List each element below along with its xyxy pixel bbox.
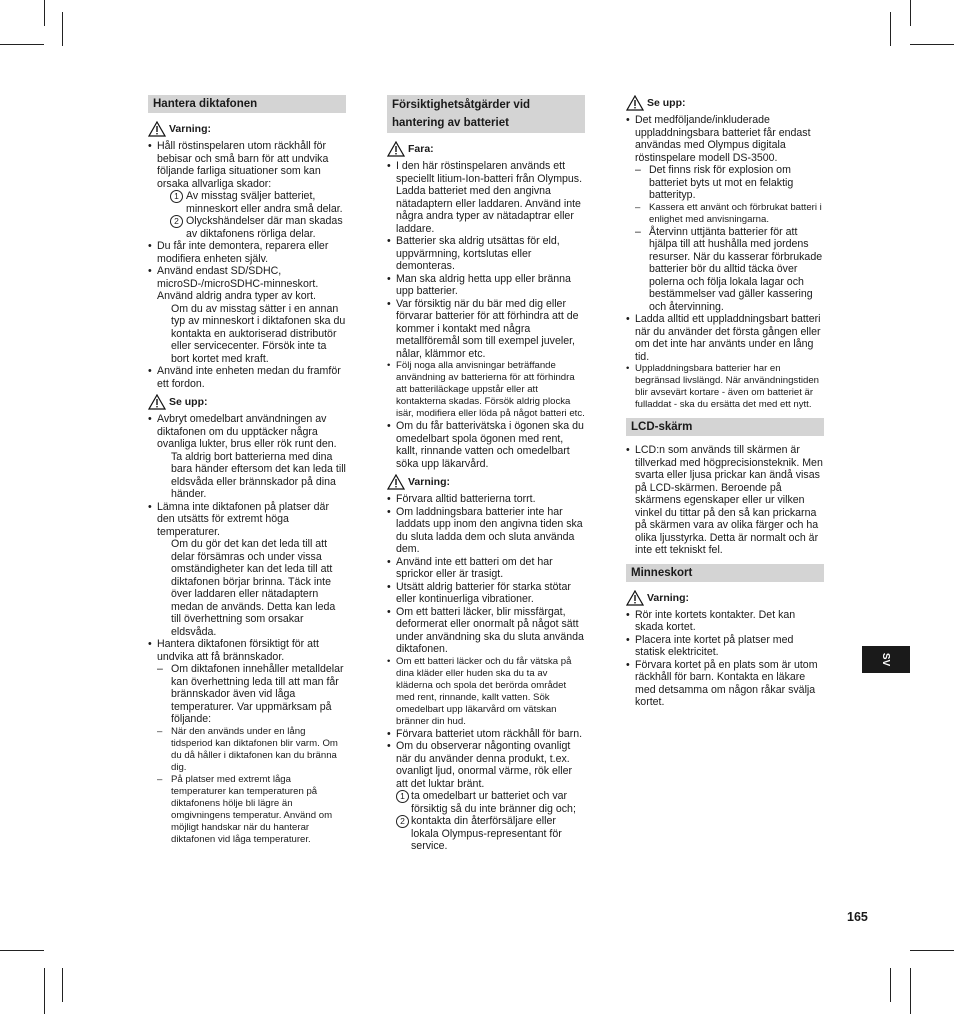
indented-text: Om du gör det kan det leda till att delar försämras och under vissa omständigheter kan det leda till att diktafonen börjar brinna. Täck inte över laddaren eller nätadaptern medan de används. Detta kan leda till överhettning som orsakar eldsvåda. xyxy=(171,538,336,638)
circle-number: 2 xyxy=(396,815,409,828)
circle-number: 1 xyxy=(396,790,409,803)
list-item: • Om ett batteri läcker, blir missfärgat, deformerat eller onormalt på något sätt under användning ska du sluta använda diktafonen. xyxy=(387,606,585,656)
list-item: • Om laddningsbara batterier inte har laddats upp inom den angivna tiden ska du sluta ladda dem och sluta använda dem. xyxy=(387,506,585,556)
list-item: • Rör inte kortets kontakter. Det kan skada kortet. xyxy=(626,609,824,634)
list-item: • Utsätt aldrig batterier för starka stötar eller kontinuerliga vibrationer. xyxy=(387,581,585,606)
list-item: • Avbryt omedelbart användningen av diktafonen om du upptäcker några ovanliga lukter, brus eller rök runt den. xyxy=(148,413,346,451)
dash-item: – Kassera ett använt och förbrukat batteri i enlighet med anvisningarna. xyxy=(626,202,824,226)
numbered-item: 1 ta omedelbart ur batteriet och var försiktig så du inte bränner dig och; xyxy=(387,790,585,815)
warning-icon xyxy=(148,394,166,410)
caution-label: Se upp: xyxy=(148,394,346,410)
column-1 xyxy=(148,95,346,846)
warning-icon xyxy=(626,590,644,606)
list-item: • I den här röstinspelaren används ett speciellt litium-Ion-batteri från Olympus. Ladda batteriet med den angivna nätadaptern eller laddaren. Använd inte några andra typer av nätadaptrar eller laddare. xyxy=(387,160,585,235)
dash-item: – Om diktafonen innehåller metalldelar kan överhettning leda till att man får brännskador även vid låga temperaturer. Var uppmärksam på följande: xyxy=(148,663,346,726)
numbered-item: 1 Av misstag sväljer batteriet, minneskort eller andra små delar. xyxy=(148,190,346,215)
caution-label: Se upp: xyxy=(626,95,824,111)
list-item: • Följ noga alla anvisningar beträffande användning av batterierna för att förhindra att batteriläckage uppstår eller att kontakterna skadas. Försök aldrig plocka isär, modifiera eller löda på något batteri etc. xyxy=(387,360,585,420)
list-item: • Håll röstinspelaren utom räckhåll för bebisar och små barn för att undvika följande farliga situationer som kan orsaka allvarliga skador: xyxy=(148,140,346,190)
dash-item: – Återvinn uttjänta batterier för att hjälpa till att hushålla med jordens resurser. När du kasserar förbrukade batterier bör du alltid täcka över polerna och följa lokala lagar och bestämmelser vad gäller kassering och återvinning. xyxy=(626,226,824,314)
list-item: • Om du observerar någonting ovanligt när du använder denna produkt, t.ex. ovanligt ljud, onormal värme, rök eller att det luktar bränt. xyxy=(387,740,585,790)
list-item: • Man ska aldrig hetta upp eller bränna upp batterier. xyxy=(387,273,585,298)
list-item: • Ladda alltid ett uppladdningsbart batteri när du använder det första gången eller om det inte har använts under en lång tid. xyxy=(626,313,824,363)
list-item: • Du får inte demontera, reparera eller modifiera enheten själv. xyxy=(148,240,346,265)
column-2 xyxy=(387,95,585,853)
circle-number: 1 xyxy=(170,190,183,203)
list-item: • Använd inte ett batteri om det har sprickor eller är trasigt. xyxy=(387,556,585,581)
list-item: • Uppladdningsbara batterier har en begränsad livslängd. När användningstiden blir avsevärt kortare - även om batteriet är fulladdat - ska du ersätta det med ett nytt. xyxy=(626,363,824,411)
dash-item: – Det finns risk för explosion om batteriet byts ut mot en felaktig batterityp. xyxy=(626,164,824,202)
warning-icon xyxy=(626,95,644,111)
warning-label: Varning: xyxy=(148,121,346,137)
list-item: • Använd endast SD/SDHC, microSD-/microSDHC-minneskort. Använd aldrig andra typer av kort. xyxy=(148,265,346,303)
indented-text: Om du av misstag sätter i en annan typ av minneskort i diktafonen ska du kontakta en auktoriserad distributör eller servicecenter. Försök inte ta bort kortet med kraft. xyxy=(171,302,346,365)
dash-item: – På platser med extremt låga temperaturer kan temperaturen på diktafonens hölje bli lägre än omgivningens temperatur. Använd om möjligt handskar när du hanterar diktafonen vid låga temperaturer. xyxy=(148,774,346,846)
section-heading: Minneskort xyxy=(626,564,824,582)
danger-label: Fara: xyxy=(387,141,585,157)
warning-icon xyxy=(387,141,405,157)
warning-icon xyxy=(387,474,405,490)
warning-icon xyxy=(148,121,166,137)
list-item: • Förvara batteriet utom räckhåll för barn. xyxy=(387,728,585,741)
list-item: • LCD:n som används till skärmen är tillverkad med högprecisionsteknik. Men svarta eller ljusa prickar kan ändå visas på LCD-skärmen. Beroende på skärmens egenskaper eller ur vilken vinkel du tittar på den så kan prickarna på skärmen vara av olika färger och ha olika ljusstyrka. Detta är normalt och är inte ett tekniskt fel. xyxy=(626,444,824,557)
list-item: • Placera inte kortet på platser med statisk elektricitet. xyxy=(626,634,824,659)
list-item: • Förvara kortet på en plats som är utom räckhåll för barn. Kontakta en läkare med detsamma om någon råkar svälja kortet. xyxy=(626,659,824,709)
list-item: • Var försiktig när du bär med dig eller förvarar batterier för att förhindra att de kommer i kontakt med några metallföremål som till exempel juveler, nålar, klämmor etc. xyxy=(387,298,585,361)
warning-label: Varning: xyxy=(387,474,585,490)
indented-text: Ta aldrig bort batterierna med dina bara händer eftersom det kan leda till eldsvåda eller brännskador på dina händer. xyxy=(171,450,346,500)
list-item: • Batterier ska aldrig utsättas för eld, uppvärmning, kortslutas eller demonteras. xyxy=(387,235,585,273)
list-item: • Det medföljande/inkluderade uppladdningsbara batteriet får endast användas med Olympus digitala röstinspelare modell DS-3500. xyxy=(626,114,824,164)
list-item: • Hantera diktafonen försiktigt för att undvika att få brännskador. xyxy=(148,638,346,663)
section-heading: Försiktighetsåtgärder vid hantering av batteriet xyxy=(387,95,585,133)
list-item: • Lämna inte diktafonen på platser där den utsätts för extremt höga temperaturer. xyxy=(148,501,346,539)
list-item: • Använd inte enheten medan du framför ett fordon. xyxy=(148,365,346,390)
warning-label: Varning: xyxy=(626,590,824,606)
circle-number: 2 xyxy=(170,215,183,228)
section-heading: LCD-skärm xyxy=(626,418,824,436)
list-item: • Om du får batterivätska i ögonen ska du omedelbart spola ögonen med rent, kallt, rinnande vatten och omedelbart söka upp läkarvård. xyxy=(387,420,585,470)
numbered-item: 2 kontakta din återförsäljare eller lokala Olympus-representant för service. xyxy=(387,815,585,853)
column-3 xyxy=(626,95,824,709)
numbered-item: 2 Olyckshändelser där man skadas av diktafonens rörliga delar. xyxy=(148,215,346,240)
dash-item: – När den används under en lång tidsperiod kan diktafonen blir varm. Om du då håller i diktafonen kan du bränna dig. xyxy=(148,726,346,774)
section-heading: Hantera diktafonen xyxy=(148,95,346,113)
list-item: • Förvara alltid batterierna torrt. xyxy=(387,493,585,506)
language-tab: SV xyxy=(862,646,910,673)
list-item: • Om ett batteri läcker och du får vätska på dina kläder eller huden ska du ta av kläderna och spola det berörda området med rent, rinnande, kallt vatten. Sök omedelbart upp läkarvård om vätskan bränner din hud. xyxy=(387,656,585,728)
page-number: 165 xyxy=(847,910,868,924)
